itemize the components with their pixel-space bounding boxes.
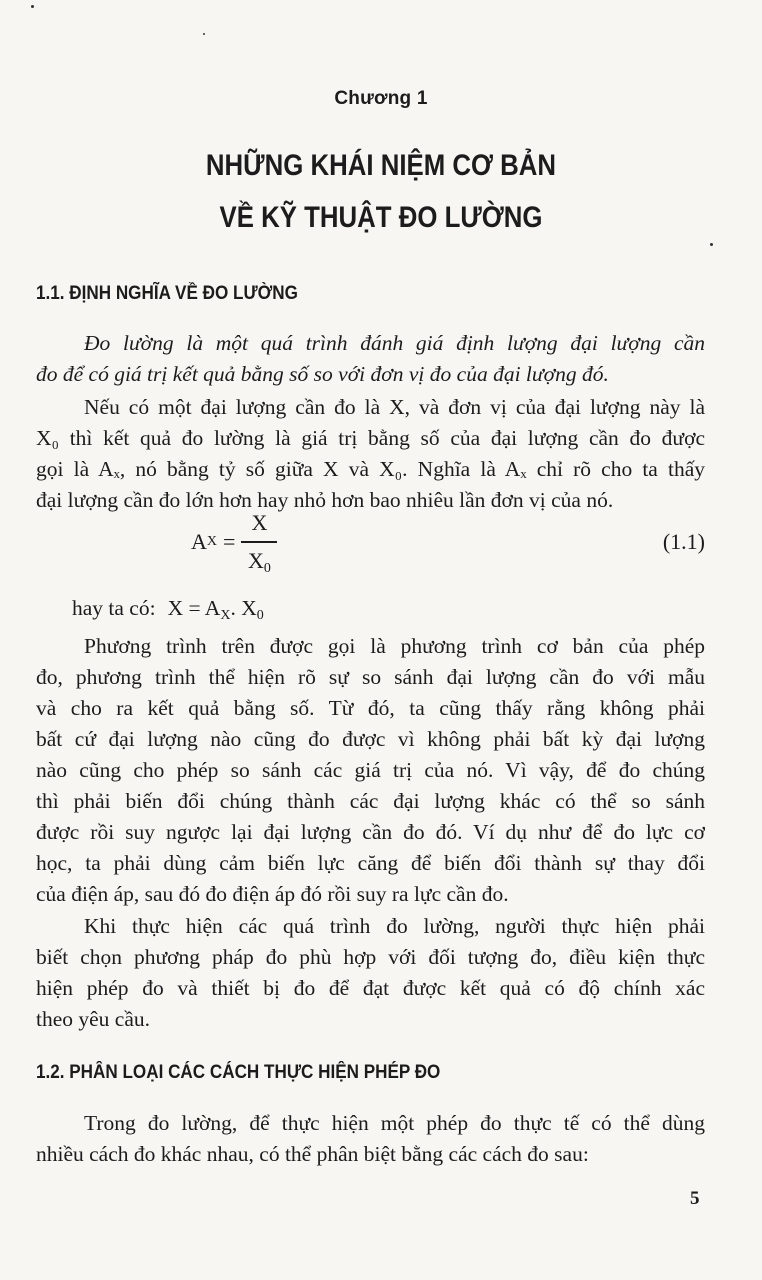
section-heading: 1.1. ĐỊNH NGHĨA VỀ ĐO LƯỜNG (36, 283, 298, 304)
text-line: thì phải biến đổi chúng thành các đại lượng khác có thể so sánh (36, 789, 705, 813)
text-line: Đo lường là một quá trình đánh giá định lượng đại lượng cần (84, 331, 705, 355)
section-heading: 1.2. PHÂN LOẠI CÁC CÁCH THỰC HIỆN PHÉP ĐO (36, 1062, 441, 1083)
text-line: bất cứ đại lượng nào cũng đo được vì không phải bất kỳ đại lượng (36, 727, 705, 751)
scan-speck (203, 33, 205, 35)
chapter-title-line: VỀ KỸ THUẬT ĐO LƯỜNG (219, 201, 543, 234)
equation-text: . X (230, 596, 257, 620)
alt-equation (72, 593, 264, 624)
text-line: Nếu có một đại lượng cần đo là X, và đơn vị của đại lượng này là (84, 395, 705, 419)
equation-number: (1.1) (662, 529, 705, 554)
text-line: đo để có giá trị kết quả bằng số so với đơn vị đo của đại lượng đó. (36, 362, 609, 386)
symbol-a: A (191, 529, 207, 554)
numerator: X (251, 510, 268, 536)
page-number: 5 (690, 1188, 700, 1209)
equation-1-1 (36, 500, 705, 584)
text-line: của điện áp, sau đó đo điện áp đó rồi suy ra lực cần đo. (36, 882, 509, 906)
text-line: Phương trình trên được gọi là phương trình cơ bản của phép (84, 634, 705, 658)
text-line: được rồi suy ngược lại đại lượng cần đo đó. Ví dụ như để đo lực cơ (36, 820, 705, 844)
text-line: đo, phương trình thể hiện rõ sự so sánh đại lượng cần đo với mẫu (36, 665, 705, 689)
text-line: nhiều cách đo khác nhau, có thể phân biệt bằng các cách đo sau: (36, 1142, 589, 1166)
text-line: Khi thực hiện các quá trình đo lường, người thực hiện phải (84, 914, 705, 938)
alt-equation-prefix: hay ta có: (72, 596, 156, 620)
definition-paragraph (36, 328, 705, 390)
equals-sign: = (223, 529, 236, 554)
chapter-title (0, 140, 762, 244)
text-line: học, ta phải dùng cảm biến lực căng để biến đổi thành sự thay đổi (36, 851, 705, 875)
text-line: X₀ thì kết quả đo lường là giá trị bằng số của đại lượng cần đo được (36, 426, 705, 450)
fraction (241, 508, 277, 576)
text-line: gọi là Aₓ, nó bằng tỷ số giữa X và X₀. Nghĩa là Aₓ chỉ rõ cho ta thấy (36, 457, 705, 481)
equation-text: X = A (167, 596, 221, 620)
alt-equation-body (168, 593, 264, 624)
subscript: X (220, 608, 231, 623)
equation-lhs: A X = (191, 529, 236, 554)
subscript: 0 (263, 560, 271, 576)
text-line: theo yêu cầu. (36, 1007, 151, 1031)
paragraph (36, 1108, 705, 1170)
subscript: 0 (256, 608, 264, 623)
denominator (248, 546, 271, 576)
paragraph (36, 392, 705, 516)
fraction-bar (241, 541, 277, 543)
chapter-title-line: NHỮNG KHÁI NIỆM CƠ BẢN (205, 149, 557, 182)
text-line: đại lượng cần đo lớn hơn hay nhỏ hơn bao nhiêu lần đơn vị của nó. (36, 488, 614, 512)
symbol-x: X (247, 547, 264, 573)
text-line: và cho ra kết quả bằng số. Từ đó, ta cũng thấy rằng không phải (36, 696, 705, 720)
text-line: hiện phép đo và thiết bị đo để đạt được kết quả có độ chính xác (36, 976, 705, 1000)
scan-speck (31, 5, 34, 8)
text-line: nào cũng cho phép so sánh các giá trị của nó. Vì vậy, để đo chúng (36, 758, 705, 782)
chapter-label: Chương 1 (334, 88, 428, 109)
text-line: biết chọn phương pháp đo phù hợp với đối tượng đo, điều kiện thực (36, 945, 705, 969)
text-line: Trong đo lường, để thực hiện một phép đo thực tế có thể dùng (84, 1111, 705, 1135)
paragraph (36, 911, 705, 1035)
paragraph (36, 631, 705, 910)
